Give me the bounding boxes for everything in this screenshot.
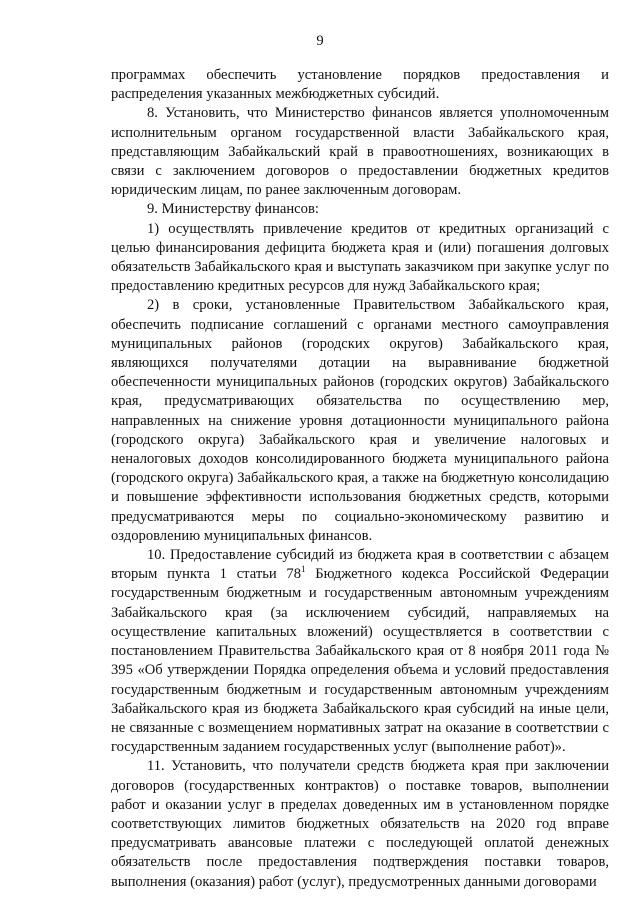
paragraph-continuation: программах обеспечить установление порядков предоставления и распределения указанных межбюджетных субсидий. — [111, 67, 609, 103]
paragraph-item-11: 11. Установить, что получатели средств бюджета края при заключении договоров (государственных контрактов) о поставке товаров, выполнении работ и оказании услуг в пределах доведенных им в установленном порядке соответствующих лимитов бюджетных обязательств на 2020 год вправе предусматривать авансовые платежи с последующей оплатой денежных обязательств после предоставления подтверждения поставки товаров, выполнения (оказания) работ (услуг), предусмотренных данными договорами — [111, 758, 609, 890]
document-body — [111, 66, 609, 892]
paragraph-item-10 — [111, 546, 609, 757]
paragraph-item-8: 8. Установить, что Министерство финансов является уполномоченным исполнительным органом государственной власти Забайкальского края, представляющим Забайкальский край в правоотношениях, возникающих в связи с заключением договоров о предоставлении бюджетных кредитов юридическим лицам, по ранее заключенным договорам. — [111, 105, 609, 199]
paragraph-item-9-1: 1) осуществлять привлечение кредитов от кредитных организаций с целью финансирования дефицита бюджета края и (или) погашения долговых обязательств Забайкальского края и выступать заказчиком при закупке услуг по предоставлению кредитных ресурсов для нужд Забайкальского края; — [111, 220, 609, 295]
page-number: 9 — [316, 33, 324, 49]
paragraph-item-10-text-start: 10. Предоставление субсидий из бюджета края в соответствии с абзацем вторым пункта 1 статьи 78 — [111, 547, 609, 583]
article-superscript: 1 — [301, 564, 306, 575]
paragraph-item-9-2: 2) в сроки, установленные Правительством Забайкальского края, обеспечить подписание соглашений с органами местного самоуправления муниципальных районов (городских округов) Забайкальского края, являющихся получателями дотации на выравнивание бюджетной обеспеченности муниципальных районов (городских округов) Забайкальского края, предусматривающих обязательства по осуществлению мер, направленных на снижение уровня дотационности муниципального района (городского округа) Забайкальского края и увеличение налоговых и неналоговых доходов консолидированного бюджета муниципального района (городского округа) Забайкальского края, а также на бюджетную консолидацию и повышение эффективности использования бюджетных средств, которыми предусматриваются меры по социально-экономическому развитию и оздоровлению муниципальных финансов. — [111, 297, 609, 544]
paragraph-item-9: 9. Министерству финансов: — [147, 201, 319, 218]
paragraph-item-10-text-end: Бюджетного кодекса Российской Федерации государственным бюджетным и государственным автономным учреждениям Забайкальского края (за исключением субсидий, направляемых на осуществление капитальных вложений) осуществляется в соответствии с постановлением Правительства Забайкальского края от 8 ноября 2011 года № 395 «Об утверждении Порядка определения объема и условий предоставления государственным бюджетным и государственным автономным учреждениям Забайкальского края из бюджета Забайкальского края субсидий на иные цели, не связанные с возмещением нормативных затрат на оказание в соответствии с государственным заданием государственных услуг (выполнение работ)». — [111, 566, 609, 756]
